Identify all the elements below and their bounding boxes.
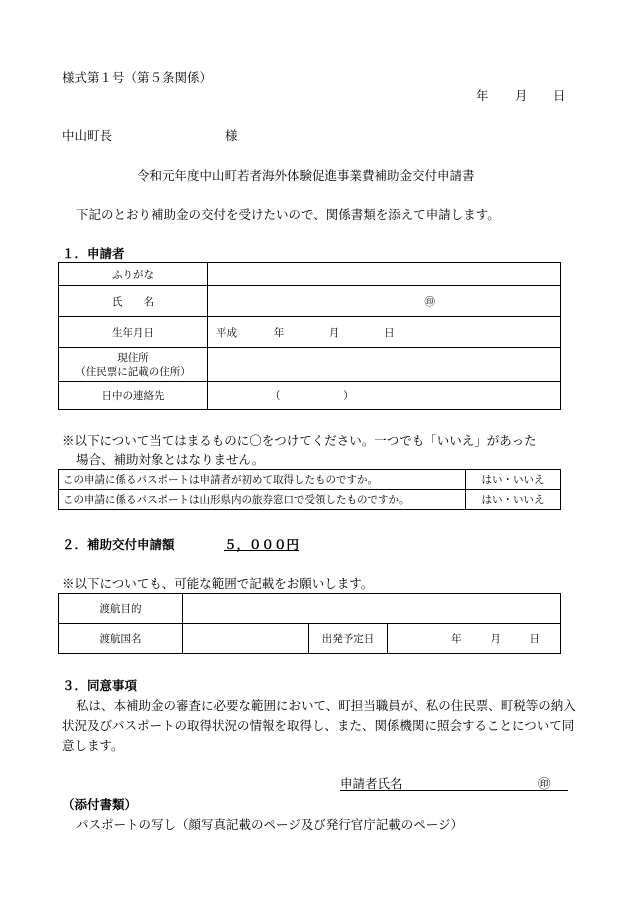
furigana-label: ふりがな <box>59 263 208 286</box>
purpose-label: 渡航目的 <box>59 594 183 624</box>
eligibility-answer[interactable]: はい・いいえ <box>466 470 561 490</box>
form-id: 様式第１号（第５条関係） <box>62 70 213 85</box>
applicant-table <box>58 262 561 410</box>
section3-heading: ３．同意事項 <box>62 678 138 693</box>
intro-text: 下記のとおり補助金の交付を受けたいので、関係書類を添えて申請します。 <box>76 207 500 222</box>
departure-field[interactable] <box>388 624 561 654</box>
date-month-label: 月 <box>515 88 528 103</box>
honorific: 様 <box>225 128 238 143</box>
address-field[interactable] <box>208 348 561 382</box>
consent-line1: 私は、本補助金の審査に必要な範囲において、町担当職員が、私の住民票、町税等の納入 <box>76 698 576 713</box>
dep-month-label: 月 <box>490 633 501 645</box>
address-label <box>59 348 208 382</box>
dob-label: 生年月日 <box>59 317 208 348</box>
eligibility-question: この申請に係るパスポートは申請者が初めて取得したものですか。 <box>59 470 466 490</box>
purpose-field[interactable] <box>183 594 561 624</box>
name-field[interactable] <box>208 286 561 317</box>
addressee: 中山町長 <box>62 128 113 143</box>
travel-table <box>58 593 561 654</box>
attachments-item: パスポートの写し（顔写真記載のページ及び発行官庁記載のページ） <box>76 817 464 832</box>
eligibility-answer[interactable]: はい・いいえ <box>466 490 561 510</box>
seal-mark: ㊞ <box>424 295 435 308</box>
eligibility-note-line1: ※以下について当てはまるものに〇をつけてください。一つでも「いいえ」があった <box>62 433 537 448</box>
country-label: 渡航国名 <box>59 624 183 654</box>
address-label-line2: （住民票に記載の住所） <box>75 365 191 378</box>
date-day-label: 日 <box>553 88 566 103</box>
dob-field[interactable] <box>208 317 561 348</box>
eligibility-question: この申請に係るパスポートは山形県内の旅券窓口で受領したものですか。 <box>59 490 466 510</box>
phone-paren-close: ） <box>343 390 354 402</box>
phone-paren-open: （ <box>270 390 281 402</box>
dep-day-label: 日 <box>529 633 540 645</box>
departure-label: 出発予定日 <box>309 624 388 654</box>
dob-day-label: 日 <box>384 326 395 339</box>
eligibility-table <box>58 469 561 510</box>
grant-amount: ５，０００円 <box>224 537 300 552</box>
eligibility-note-line2: 場合、補助対象とはなりません。 <box>76 452 265 467</box>
name-label: 氏 名 <box>59 286 208 317</box>
dep-year-label: 年 <box>451 633 462 645</box>
consent-line3: 意します。 <box>62 738 124 753</box>
country-field[interactable] <box>183 624 309 654</box>
dob-month-label: 月 <box>328 326 340 339</box>
phone-field[interactable] <box>208 382 561 410</box>
consent-line2: 状況及びパスポートの取得状況の情報を取得し、また、関係機関に照会することについて同 <box>62 718 575 733</box>
address-label-line1: 現住所 <box>117 351 149 364</box>
signature-seal: ㊞ <box>538 776 551 791</box>
section2-heading: ２．補助交付申請額 <box>62 537 175 552</box>
dob-era: 平成 <box>216 326 237 339</box>
phone-label: 日中の連絡先 <box>59 382 208 410</box>
travel-note: ※以下についても、可能な範囲で記載をお願いします。 <box>62 576 374 591</box>
section1-heading: １．申請者 <box>62 246 125 261</box>
dob-year-label: 年 <box>273 326 285 339</box>
date-year-label: 年 <box>476 88 489 103</box>
furigana-field[interactable] <box>208 263 561 286</box>
signature-label: 申請者氏名 <box>340 776 403 791</box>
signature-line[interactable] <box>340 774 568 791</box>
attachments-heading: （添付書類） <box>62 797 138 812</box>
document-title: 令和元年度中山町若者海外体験促進事業費補助金交付申請書 <box>137 168 475 183</box>
